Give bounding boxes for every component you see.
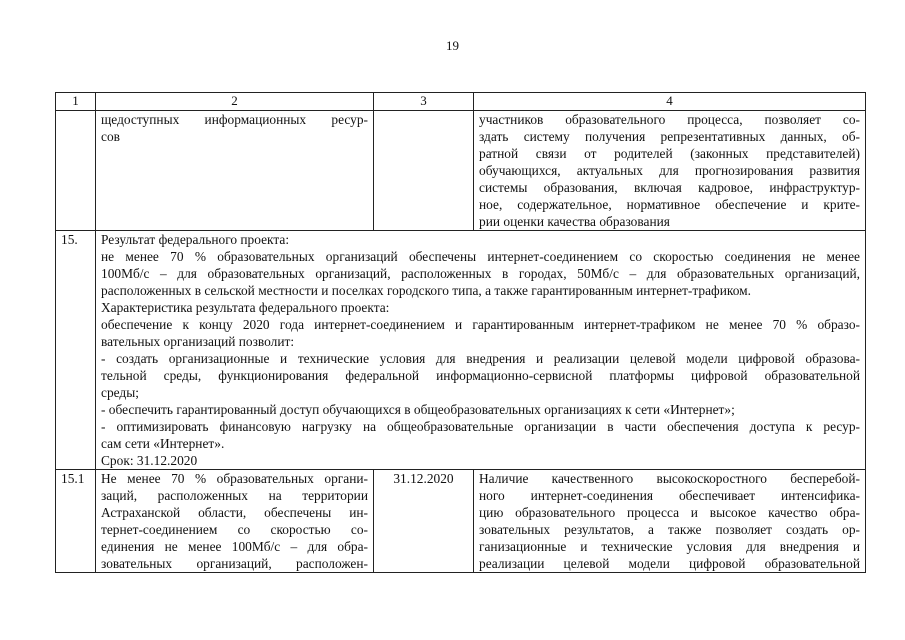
text-line: зовательных результатов, а также позволяет создать ор- — [479, 522, 860, 537]
text-line: Астраханской области, обеспечены ин- — [101, 505, 368, 520]
text-line: 100Мб/с – для образовательных организаций, расположенных в городах, 50Мб/с – для образовательных организаций, — [101, 266, 860, 281]
text-line: расположенных в сельской местности и поселках городского типа, а также гарантированным интернет-трафиком. — [101, 283, 751, 298]
row-15-1-date: 31.12.2020 — [374, 470, 474, 573]
text-line: реализации целевой модели цифровой образовательной — [479, 556, 860, 571]
table-header-row — [56, 93, 866, 111]
text-line: единения не менее 100Мб/с – для обра- — [101, 539, 368, 554]
row-15-description — [96, 231, 866, 470]
text-line: - оптимизировать финансовую нагрузку на общеобразовательные организации в части обеспечения доступа к ресур- — [101, 419, 860, 434]
header-col-4: 4 — [474, 93, 866, 111]
text-line: вательных организаций позволит: — [101, 334, 295, 349]
text-line: Результат федерального проекта: — [101, 232, 290, 247]
text-line: цию образовательного процесса и высокое качество обра- — [479, 505, 860, 520]
document-table — [55, 92, 866, 573]
text-line: заций, расположенных на территории — [101, 488, 368, 503]
text-line: ное, содержательное, нормативное обеспечение и крите- — [479, 197, 860, 212]
header-col-2: 2 — [96, 93, 374, 111]
header-col-1: 1 — [56, 93, 96, 111]
row-continued-col2 — [96, 111, 374, 231]
text-line: системы образования, включая кадровое, инфраструктур- — [479, 180, 860, 195]
text-line: Наличие качественного высокоскоростного бесперебой- — [479, 471, 860, 486]
text-line: тельной среды, функционирования федеральной информационно-сервисной платформы цифровой образовательной — [101, 368, 860, 383]
row-15-1-number: 15.1 — [56, 470, 96, 573]
text-line: Характеристика результата федерального проекта: — [101, 300, 390, 315]
text-line: зовательных организаций, расположен- — [101, 556, 368, 571]
row-continued-number — [56, 111, 96, 231]
text-line: ратной связи от родителей (законных представителей) — [479, 146, 860, 161]
text-line: ганизационные и технические условия для внедрения и — [479, 539, 860, 554]
row-15-number: 15. — [56, 231, 96, 470]
page-number: 19 — [446, 38, 459, 53]
header-col-3: 3 — [374, 93, 474, 111]
text-line: здать систему получения репрезентативных данных, об- — [479, 129, 860, 144]
row-15-1-col2 — [96, 470, 374, 573]
text-line: сам сети «Интернет». — [101, 436, 225, 451]
table-row-continued — [56, 111, 866, 231]
text-line: участников образовательного процесса, позволяет со- — [479, 112, 860, 127]
text-line: сов — [101, 129, 120, 144]
text-line: не менее 70 % образовательных организаций обеспечены интернет-соединением со скоростью соединения не менее — [101, 249, 860, 264]
text-line: обеспечение к концу 2020 года интернет-соединением и гарантированным интернет-трафиком не менее 70 % образо- — [101, 317, 860, 332]
row-continued-col3 — [374, 111, 474, 231]
text-line: среды; — [101, 385, 139, 400]
text-line: - создать организационные и технические условия для внедрения и реализации целевой модели цифровой образова- — [101, 351, 860, 366]
table-row-15 — [56, 231, 866, 470]
text-line: щедоступных информационных ресур- — [101, 112, 368, 127]
text-line: рии оценки качества образования — [479, 214, 670, 229]
text-line: Срок: 31.12.2020 — [101, 453, 198, 468]
text-line: - обеспечить гарантированный доступ обучающихся в общеобразовательных организациях к сети «Интернет»; — [101, 402, 735, 417]
row-15-1-col4 — [474, 470, 866, 573]
text-line: ного интернет-соединения обеспечивает интенсифика- — [479, 488, 860, 503]
text-line: тернет-соединением со скоростью со- — [101, 522, 368, 537]
text-line: Не менее 70 % образовательных органи- — [101, 471, 368, 486]
table-row-15-1 — [56, 470, 866, 573]
text-line: обучающихся, актуальных для прогнозирования развития — [479, 163, 860, 178]
row-continued-col4 — [474, 111, 866, 231]
